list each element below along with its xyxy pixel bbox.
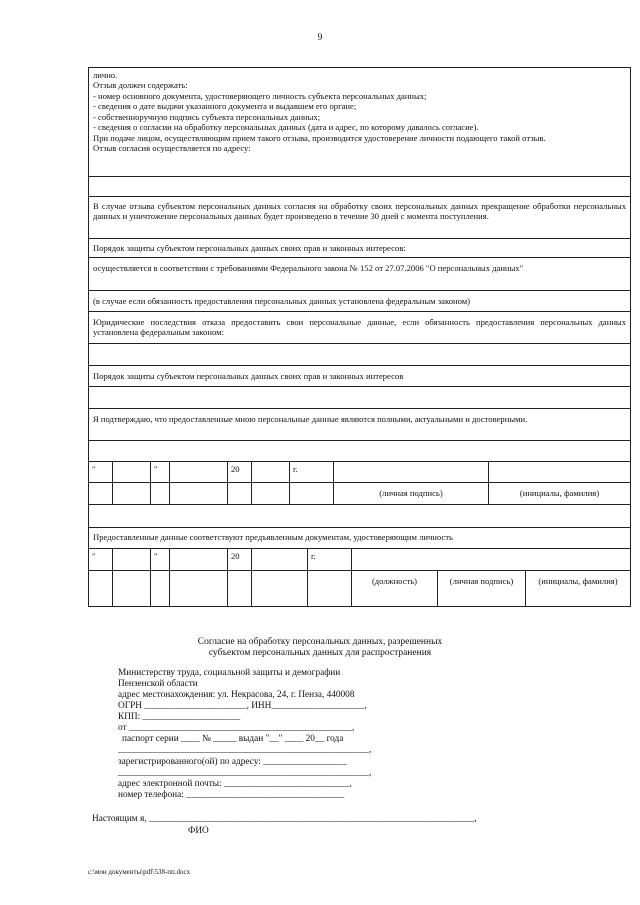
empty-row — [89, 177, 630, 197]
quote-open: " — [89, 549, 113, 570]
refusal-consequences: Юридические последствия отказа предоставить свои персональные данные, если обязанность предоставления персональных данных установлена федеральным законом: — [89, 312, 630, 344]
empty-row — [89, 505, 630, 528]
initials-field[interactable] — [489, 462, 630, 482]
passport-line[interactable]: паспорт серии ____ № _____ выдан "__" ____ 20__ года — [122, 734, 344, 745]
quote-close: " — [151, 462, 170, 482]
region-name: Пензенской области — [118, 679, 198, 690]
quote-open: " — [89, 462, 113, 482]
documents-verification: Предоставленные данные соответствуют предъявленным документам, удостоверяющим личность — [89, 528, 630, 549]
text-line: - сведения о согласии на обработку персональных данных (дата и адрес, по которому давалось согласие). — [93, 122, 479, 133]
phone-line[interactable]: номер телефона: __________________________________ — [118, 789, 345, 800]
email-line[interactable]: адрес электронной почты: ___________________________, — [118, 778, 352, 789]
ministry-name: Министерству труда, социальной защиты и демографии — [118, 668, 341, 678]
day-field[interactable] — [113, 549, 151, 570]
initials-caption: (инициалы, фамилия) — [538, 576, 618, 586]
date-row — [89, 462, 630, 483]
consent-name-line[interactable]: Настоящим я, ______________________________________________________________________, — [92, 814, 477, 824]
position-caption: (должность) — [352, 571, 438, 606]
federal-law-reference: осуществляется в соответствии с требованиями Федерального закона № 152 от 27.07.2006 "О персональных данных" — [89, 258, 630, 291]
protection-procedure-heading: Порядок защиты субъектом персональных данных своих прав и законных интересов: — [89, 239, 630, 258]
text-line: лично. — [93, 70, 118, 80]
official-signature-field[interactable] — [352, 549, 630, 570]
revocation-requirements — [89, 68, 630, 177]
title-line-1: Согласие на обработку персональных данных, разрешенных — [197, 637, 443, 647]
year-field[interactable] — [252, 549, 308, 570]
text-line: - собственноручную подпись субъекта персональных данных; — [93, 111, 321, 122]
protection-procedure: Порядок защиты субъектом персональных данных своих прав и законных интересов — [89, 366, 630, 387]
year-suffix: г. — [290, 462, 334, 482]
text-line: - номер основного документа, удостоверяющего личность субъекта персональных данных; — [93, 90, 427, 101]
revocation-terms: В случае отзыва субъектом персональных данных согласия на обработку своих персональных данных прекращение обработки персональных данных и уничтожение персональных данных будет произведено в течение 30 дней с момента поступления. — [89, 197, 630, 239]
addressee-block — [118, 668, 448, 801]
date-row-2 — [89, 549, 630, 571]
blank-line[interactable]: ______________________________________________________, — [118, 745, 372, 756]
empty-row — [89, 387, 630, 409]
signature-field[interactable] — [334, 462, 489, 482]
month-field[interactable] — [170, 462, 228, 482]
year-prefix: 20 — [228, 549, 252, 570]
ogrn-inn-line[interactable]: ОГРН ______________________, ИНН____________________, — [118, 701, 367, 712]
ministry-address: адрес местонахождения: ул. Некрасова, 24, г. Пенза, 440008 — [118, 690, 355, 701]
consent-title — [0, 637, 640, 660]
signature-caption: (личная подпись) — [334, 483, 489, 504]
file-path-footer: c:\мои документы\pdf\538-пп.docx — [88, 868, 191, 876]
title-line-2: субъектом персональных данных для распространения — [208, 648, 432, 659]
fio-caption: ФИО — [188, 826, 209, 836]
from-line[interactable]: от ________________________________________________, — [118, 723, 355, 734]
year-suffix: г. — [308, 549, 352, 570]
month-field[interactable] — [170, 549, 228, 570]
blank-line[interactable]: ______________________________________________________, — [118, 767, 372, 778]
official-caption-row — [89, 571, 630, 606]
registration-address-line[interactable]: зарегистрированного(ой) по адресу: __________________ — [118, 756, 347, 767]
text-line: Отзыв согласия осуществляется по адресу: — [93, 143, 251, 154]
empty-row — [89, 441, 630, 462]
quote-close: " — [151, 549, 170, 570]
year-field[interactable] — [252, 462, 290, 482]
federal-law-condition: (в случае если обязанность предоставления персональных данных установлена федеральным законом) — [89, 291, 630, 312]
consent-form-table — [88, 67, 631, 607]
page-number: 9 — [317, 33, 323, 43]
text-line: - сведения о дате выдачи указанного документа и выдавшем его органе; — [93, 101, 357, 112]
empty-row — [89, 344, 630, 366]
data-confirmation: Я подтверждаю, что предоставленные мною персональные данные являются полными, актуальными и достоверными. — [89, 409, 630, 441]
text-line: При подаче лицом, осуществляющим прием такого отзыва, производится удостоверение личности подающего такой отзыв. — [93, 132, 546, 143]
day-field[interactable] — [113, 462, 151, 482]
kpp-line[interactable]: КПП: _____________________ — [118, 712, 241, 723]
text-line: Отзыв должен содержать: — [93, 80, 188, 91]
signature-caption-row — [89, 483, 630, 505]
year-prefix: 20 — [228, 462, 252, 482]
signature-caption: (личная подпись) — [438, 571, 526, 606]
initials-caption: (инициалы, фамилия) — [519, 488, 600, 498]
